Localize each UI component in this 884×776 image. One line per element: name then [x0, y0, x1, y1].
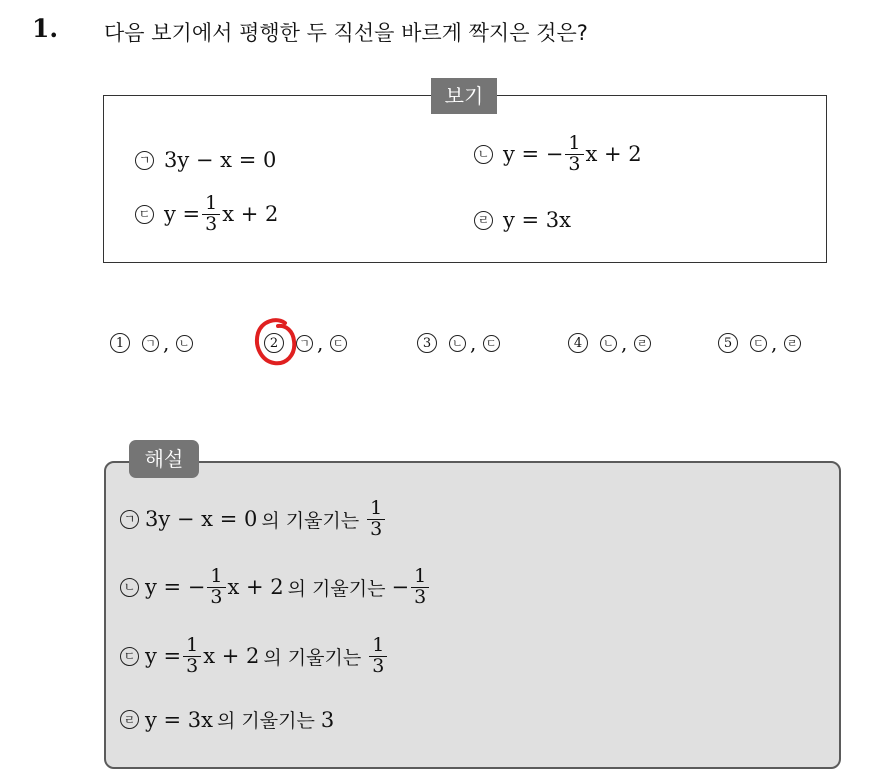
choice-3[interactable]: 3 ㄴ , ㄷ	[417, 331, 504, 355]
marker-giyeok: ㄱ	[120, 510, 139, 529]
slope-fraction	[411, 567, 429, 608]
choice-marker: ㄷ	[750, 335, 767, 352]
bogi-item-1	[135, 148, 276, 172]
fraction	[183, 636, 201, 677]
choice-number: 2	[264, 333, 284, 353]
fraction-numerator: 1	[565, 134, 583, 155]
bogi-item-3	[135, 194, 278, 235]
solution-line-4	[120, 706, 334, 733]
fraction-denominator: 3	[186, 654, 199, 677]
slope-fraction	[367, 499, 385, 540]
slope-word: 의 기울기는	[261, 509, 360, 532]
choice-marker: ㄷ	[330, 335, 347, 352]
solution-expr-prefix: y =	[145, 644, 182, 669]
answer-circle-mark	[254, 317, 298, 369]
marker-rieul: ㄹ	[474, 211, 493, 230]
choice-number: 1	[110, 333, 130, 353]
question-text: 다음 보기에서 평행한 두 직선을 바르게 짝지은 것은?	[104, 21, 588, 45]
bogi-expr-2-prefix: y = −	[503, 142, 564, 167]
marker-digeut: ㄷ	[120, 647, 139, 666]
choice-4[interactable]: 4 ㄴ , ㄹ	[568, 331, 655, 355]
choice-marker: ㄴ	[600, 335, 617, 352]
bogi-expr-3-prefix: y =	[164, 202, 201, 227]
choice-marker: ㄱ	[296, 335, 313, 352]
solution-expr-suffix: x + 2	[227, 575, 284, 600]
choice-2[interactable]: 2 ㄱ , ㄷ	[264, 331, 351, 355]
fraction-numerator: 1	[367, 499, 385, 520]
solution-label: 해설	[129, 440, 199, 478]
fraction-denominator: 3	[414, 585, 427, 608]
solution-line-3	[120, 636, 389, 677]
fraction	[565, 134, 583, 175]
bogi-expr-1: 3y − x = 0	[164, 148, 277, 172]
fraction-denominator: 3	[205, 212, 218, 235]
fraction-numerator: 1	[369, 636, 387, 657]
slope-word: 의 기울기는	[287, 577, 386, 600]
marker-rieul: ㄹ	[120, 710, 139, 729]
fraction-denominator: 3	[568, 152, 581, 175]
solution-expr: 3y − x = 0	[145, 507, 258, 532]
choice-marker: ㄴ	[176, 335, 193, 352]
bogi-item-2	[474, 134, 642, 175]
marker-nieun: ㄴ	[120, 578, 139, 597]
choice-marker: ㄱ	[142, 335, 159, 352]
fraction-numerator: 1	[207, 567, 225, 588]
fraction-denominator: 3	[370, 517, 383, 540]
bogi-box	[103, 95, 827, 263]
fraction-numerator: 1	[202, 194, 220, 215]
fraction	[202, 194, 220, 235]
bogi-label: 보기	[431, 78, 497, 114]
bogi-expr-4: y = 3x	[503, 208, 572, 232]
solution-line-2	[120, 567, 431, 608]
marker-digeut: ㄷ	[135, 205, 154, 224]
slope-sign: −	[391, 575, 410, 600]
fraction	[207, 567, 225, 608]
solution-expr-prefix: y = −	[145, 575, 206, 600]
fraction-numerator: 1	[183, 636, 201, 657]
choice-marker: ㄹ	[634, 335, 651, 352]
solution-expr-suffix: x + 2	[203, 644, 260, 669]
slope-value: 3	[320, 707, 335, 732]
solution-expr: y = 3x	[145, 707, 214, 732]
choice-number: 3	[417, 333, 437, 353]
choice-number: 5	[718, 333, 738, 353]
choice-marker: ㄷ	[483, 335, 500, 352]
choice-marker: ㄴ	[449, 335, 466, 352]
marker-giyeok: ㄱ	[135, 151, 154, 170]
choice-1[interactable]: 1 ㄱ , ㄴ	[110, 331, 197, 355]
slope-word: 의 기울기는	[263, 646, 362, 669]
fraction-denominator: 3	[210, 585, 223, 608]
choice-marker: ㄹ	[784, 335, 801, 352]
fraction-denominator: 3	[372, 654, 385, 677]
bogi-item-4	[474, 208, 571, 232]
solution-line-1	[120, 499, 387, 540]
slope-fraction	[369, 636, 387, 677]
choice-number: 4	[568, 333, 588, 353]
bogi-expr-3-suffix: x + 2	[222, 202, 279, 227]
slope-word: 의 기울기는	[217, 710, 315, 732]
bogi-expr-2-suffix: x + 2	[585, 142, 642, 167]
fraction-numerator: 1	[411, 567, 429, 588]
question-number: 1.	[32, 14, 59, 43]
marker-nieun: ㄴ	[474, 145, 493, 164]
choice-5[interactable]: 5 ㄷ , ㄹ	[718, 331, 805, 355]
